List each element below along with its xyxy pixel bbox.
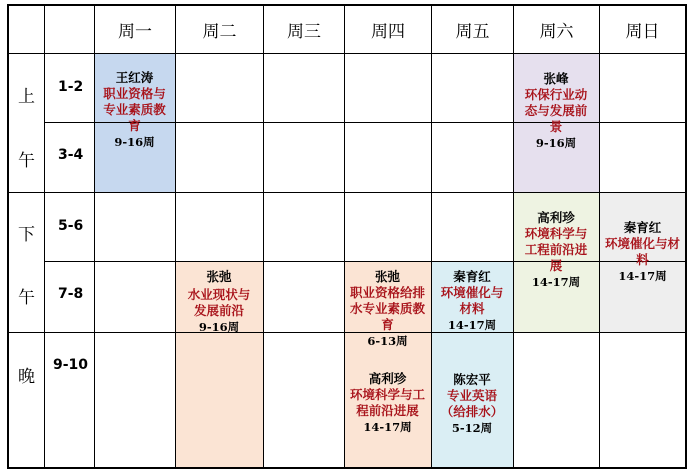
period-7-8: 7-8: [58, 286, 84, 302]
period-3-4: 3-4: [58, 147, 84, 163]
weeks: 14-17周: [447, 318, 497, 332]
course: 职业资格与专业素质教育: [103, 86, 166, 133]
teacher: 秦育红: [453, 269, 491, 284]
weeks: 9-16周: [114, 135, 155, 149]
teacher: 高利珍: [537, 210, 575, 225]
course: 环境科学与工程前沿进展: [349, 387, 425, 418]
header-tue: 周二: [202, 22, 237, 42]
period-5-6: 5-6: [58, 218, 84, 234]
teacher: 陈宏平: [453, 372, 491, 387]
header-fri: 周五: [455, 22, 490, 42]
header-sun: 周日: [625, 22, 660, 42]
period-1-2: 1-2: [58, 79, 84, 95]
section-pm-1: 下: [18, 224, 35, 245]
teacher: 张峰: [543, 71, 569, 86]
teacher: 张弛: [206, 269, 232, 284]
course: 环境催化与材料: [605, 236, 681, 267]
course: 专业英语（给排水）: [440, 388, 504, 419]
course: 环境催化与材料: [440, 285, 504, 316]
teacher: 张弛: [374, 269, 400, 284]
section-pm-2: 午: [18, 287, 35, 308]
section-night: 晚: [18, 366, 35, 387]
teacher: 秦育红: [623, 220, 662, 235]
section-am-1: 上: [18, 86, 35, 107]
course: 水业现状与发展前沿: [187, 287, 251, 318]
weeks: 14-17周: [618, 269, 667, 283]
weeks: 6-13周: [367, 334, 408, 348]
header-thu: 周四: [371, 22, 405, 42]
period-9-10: 9-10: [53, 357, 89, 373]
weeks: 9-16周: [198, 320, 240, 334]
teacher: 王红涛: [115, 70, 154, 85]
section-am-2: 午: [18, 150, 35, 171]
course: 职业资格给排水专业素质教育: [349, 285, 425, 332]
header-sat: 周六: [539, 22, 574, 42]
weeks: 5-12周: [451, 421, 493, 435]
header-mon: 周一: [118, 22, 152, 42]
weeks: 14-17周: [363, 420, 412, 434]
header-wed: 周三: [287, 22, 321, 42]
weeks: 14-17周: [531, 275, 581, 289]
teacher: 高利珍: [368, 371, 407, 386]
weeks: 9-16周: [535, 136, 577, 150]
course: 环境科学与工程前沿进展: [524, 226, 588, 273]
course: 环保行业动态与发展前景: [524, 87, 588, 134]
